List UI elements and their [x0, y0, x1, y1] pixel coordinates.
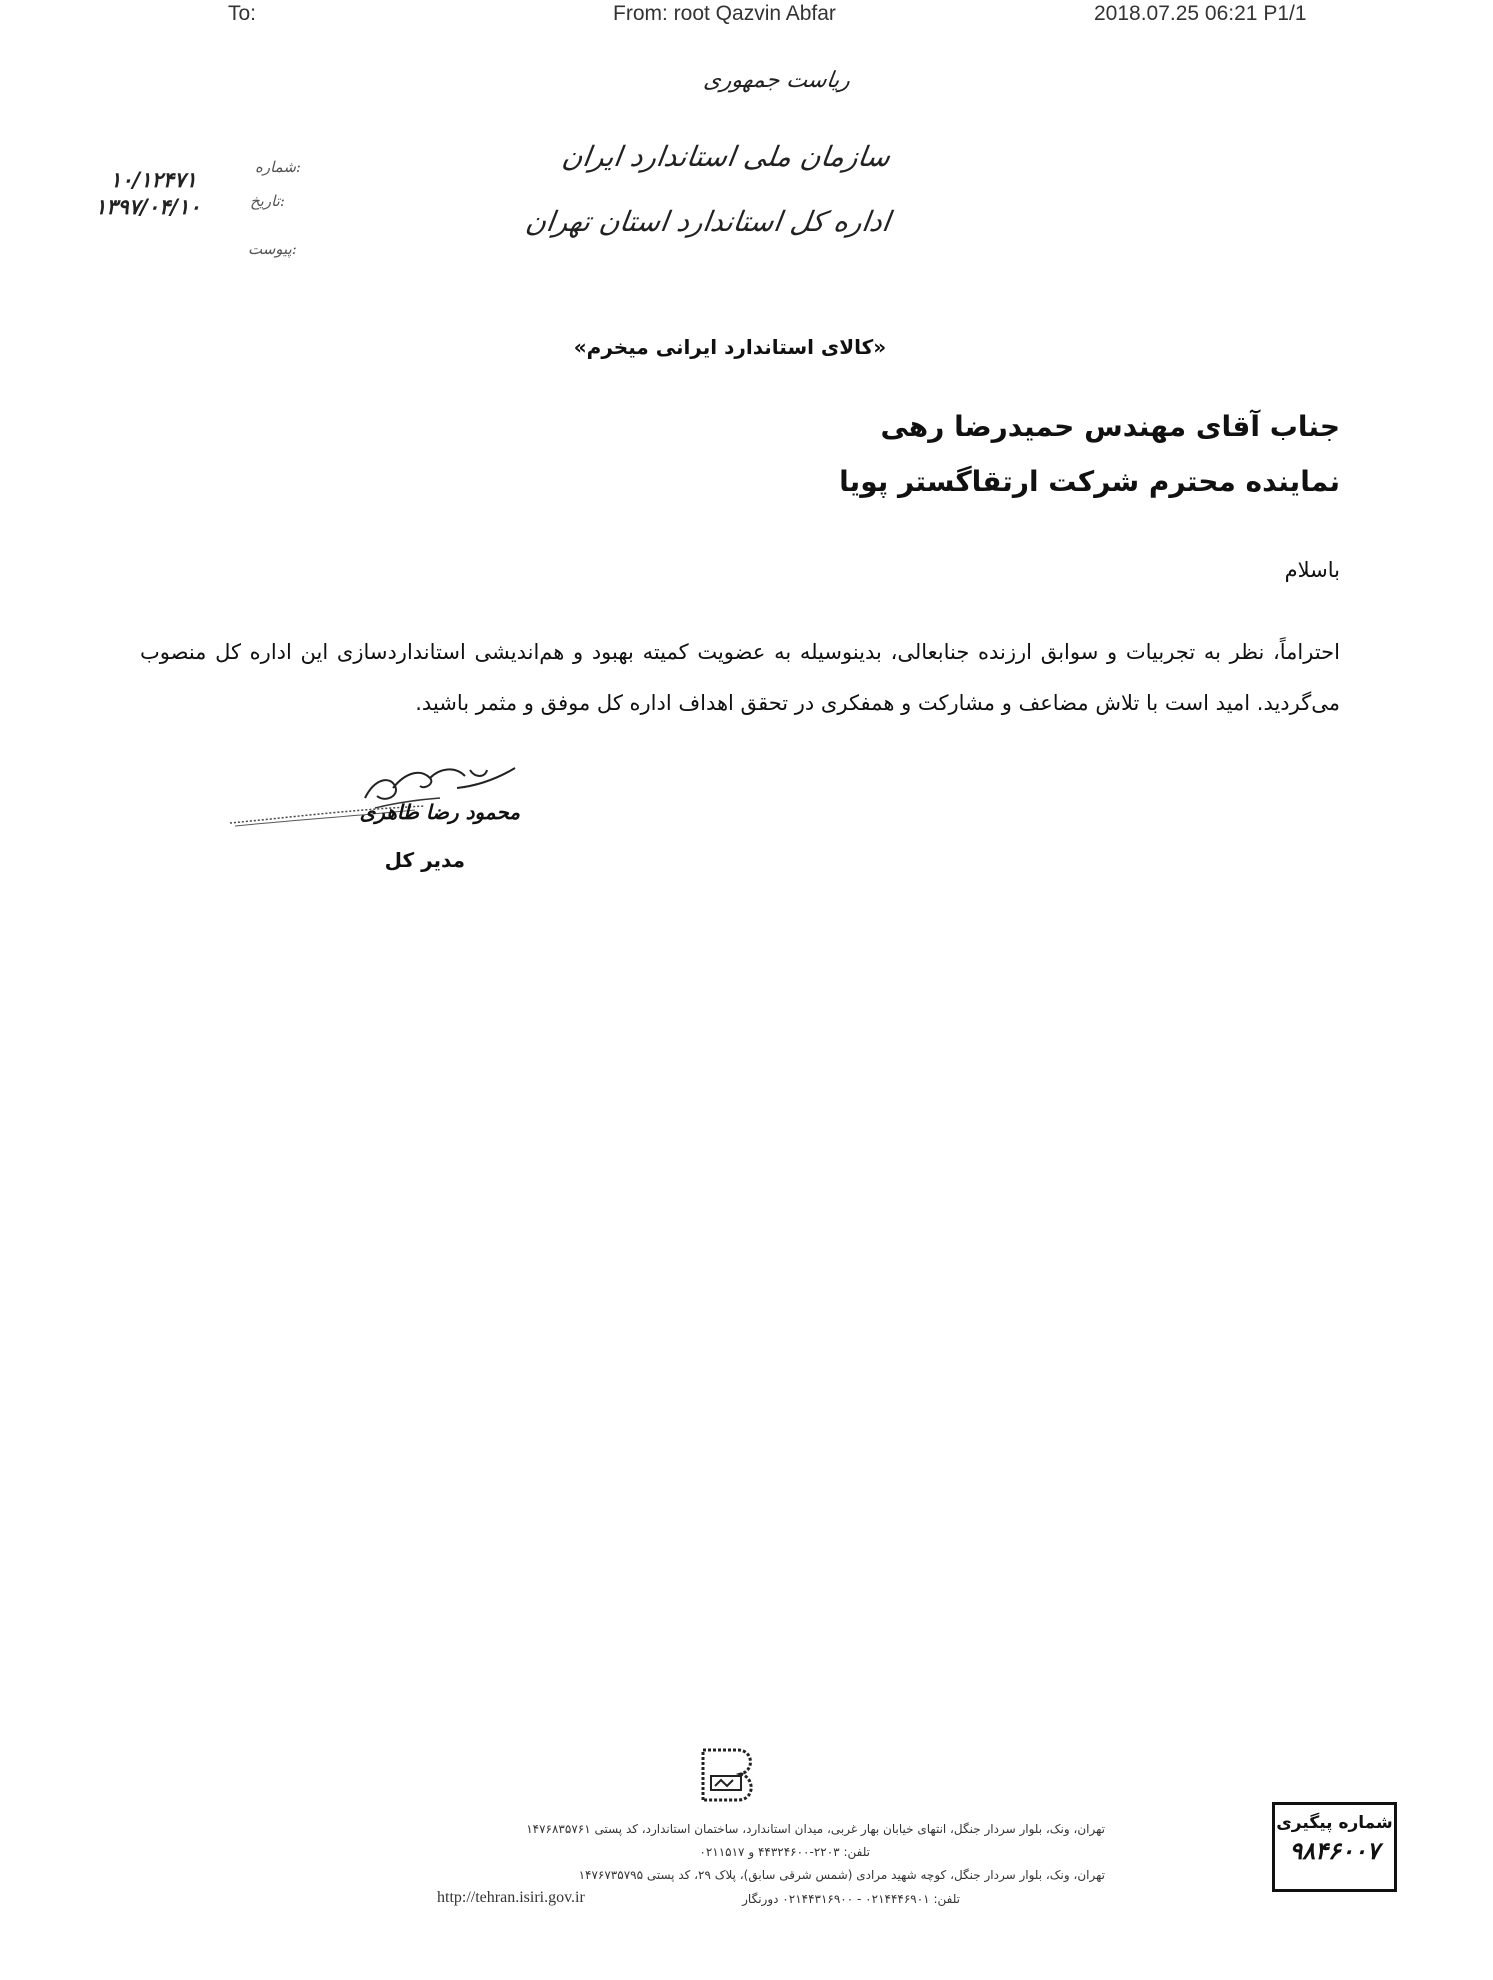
letter-number: ۱۰/۱۲۴۷۱ [110, 168, 197, 192]
greeting: باسلام [1284, 558, 1340, 582]
recipient-title: نماینده محترم شرکت ارتقاگستر پویا [839, 465, 1340, 498]
signatory-name: محمود رضا طاهری [359, 800, 520, 824]
signature-image [225, 748, 545, 838]
tracking-label: شماره پیگیری [1276, 1813, 1393, 1833]
isiri-logo [693, 1740, 763, 1810]
footer-website: http://tehran.isiri.gov.ir [437, 1889, 585, 1906]
footer-address-1: تهران، ونک، بلوار سردار جنگل، انتهای خیابان بهار غربی، میدان استاندارد، ساختمان استاندارد، کد پستی ۱۴۷۶۸۳۵۷۶۱ [526, 1822, 1105, 1836]
fax-from: From: root Qazvin Abfar [613, 2, 836, 25]
footer-phone-2: تلفن: ۰۲۱۴۴۴۶۹۰۱ - ۰۲۱۴۴۳۱۶۹۰۰ دورنگار [742, 1892, 960, 1906]
standard-emblem-icon [693, 1740, 763, 1810]
number-label: شماره: [255, 158, 301, 176]
footer-address-2: تهران، ونک، بلوار سردار جنگل، کوچه شهید مرادی (شمس شرقی سابق)، پلاک ۲۹، کد پستی ۱۴۷۶۷۳۵۷۹۵ [578, 1868, 1105, 1882]
fax-to: To: [228, 2, 257, 25]
letter-body: احتراماً، نظر به تجربیات و سوابق ارزنده جنابعالی، بدینوسیله به عضویت کمیته بهبود و هم‌اندیشی استانداردسازی این اداره کل منصوب می‌گردید. امید است با تلاش مضاعف و مشارکت و همفکری در تحقق اهداف اداره کل موفق و مثمر باشید. [140, 640, 1340, 715]
tracking-number: ۹۸۴۶۰۰۷ [1289, 1837, 1380, 1865]
letter-date: ۱۳۹۷/۰۴/۱۰ [95, 195, 201, 219]
attachment-label: پیوست: [248, 240, 297, 258]
tracking-box [1272, 1802, 1397, 1892]
signature-scribble [225, 748, 545, 838]
date-label: تاریخ: [250, 192, 285, 210]
recipient-name: جناب آقای مهندس حمیدرضا رهی [880, 410, 1340, 443]
letterhead-province-office: اداره کل استاندارد استان تهران [523, 205, 893, 238]
slogan: «کالای استاندارد ایرانی میخرم» [573, 335, 887, 359]
letterhead-presidency: ریاست جمهوری [702, 68, 852, 93]
fax-timestamp: 2018.07.25 06:21 P1/1 [1094, 2, 1307, 25]
letterhead-organization: سازمان ملی استاندارد ایران [559, 140, 893, 173]
signatory-title: مدیر کل [384, 848, 465, 872]
footer-phone-1: تلفن: ۲۲۰۳-۴۴۳۲۴۶۰۰ و ۰۲۱۱۵۱۷ [699, 1845, 870, 1859]
